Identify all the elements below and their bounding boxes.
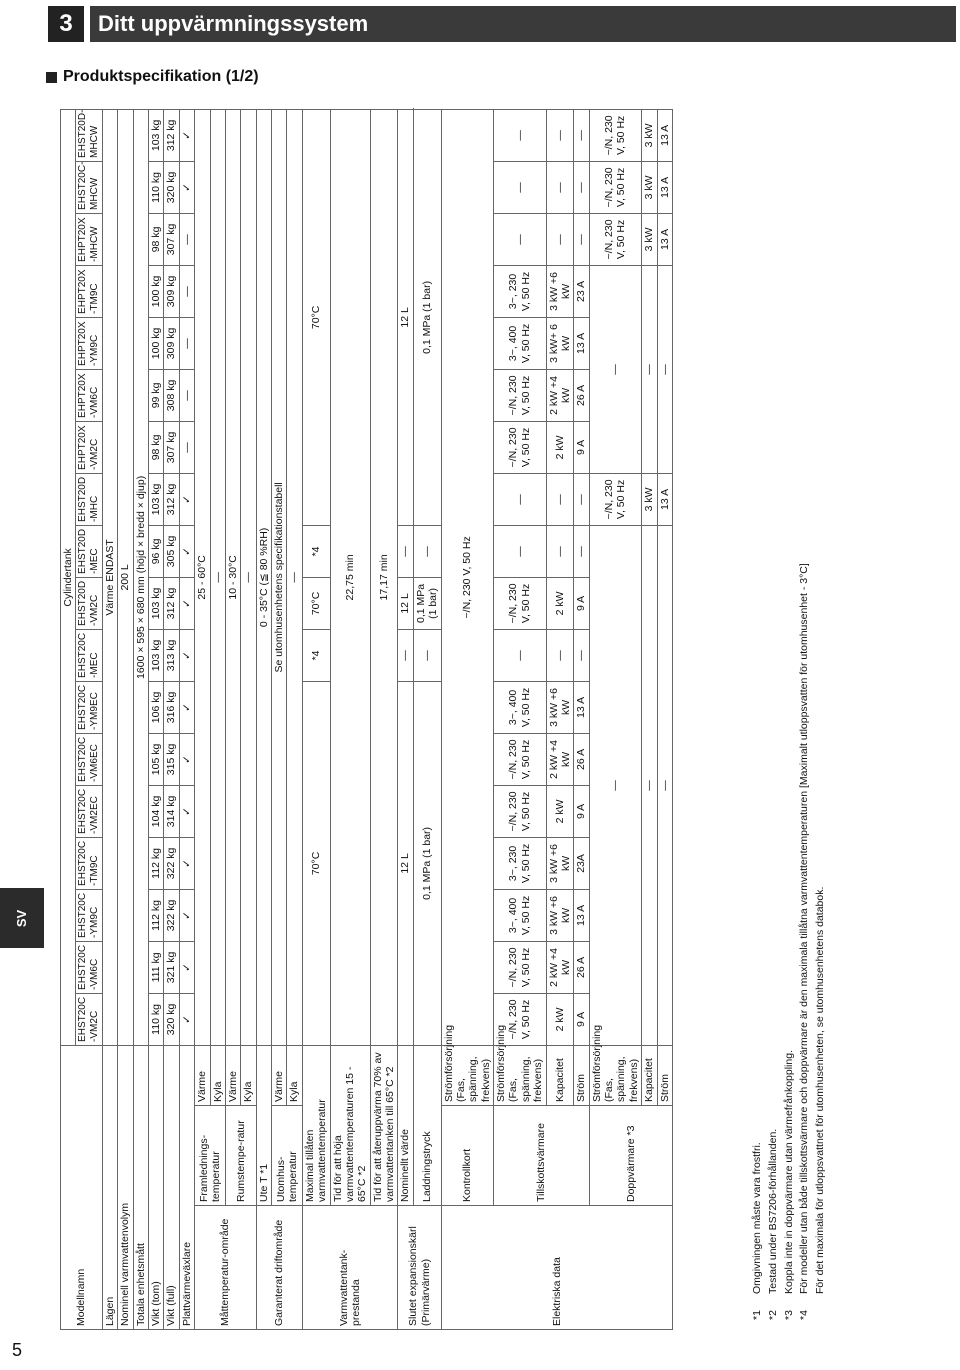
cell: 2 kW +4 kW (546, 733, 574, 785)
cell: ~/N, 230 V, 50 Hz (494, 941, 547, 993)
cell: 312 kg (164, 109, 179, 161)
label-plattvarmevaxlare: Plattvärmeväxlare (179, 1045, 194, 1329)
cell: — (574, 161, 589, 213)
cell: — (546, 109, 574, 161)
label-elektriska: Elektriska data (441, 1206, 672, 1330)
label-tid-ater: Tid för att återuppvärma 70% av varmvattentanken till 65°C *2 (370, 1045, 398, 1205)
label-doppvarmare: Doppvärmare *3 (589, 1106, 672, 1206)
value-utomhus-kyla: — (287, 109, 302, 1045)
cell: 103 kg (149, 629, 164, 681)
cell: 26 A (574, 941, 589, 993)
cell: 23 A (574, 265, 589, 317)
label-nominellt-varde: Nominellt värde (398, 1045, 413, 1205)
cell: — (546, 525, 574, 577)
footnotes (750, 120, 829, 1320)
cell: 2 kW (546, 785, 574, 837)
value-ute: 0 - 35°C (≦ 80 %RH) (256, 109, 271, 1045)
label-kontrollkort: Kontrollkort (441, 1106, 494, 1206)
cell: — (179, 317, 194, 369)
label-matt-omrade: Måttemperatur-område (195, 1206, 257, 1330)
cell: 322 kg (164, 889, 179, 941)
cell: — (574, 213, 589, 265)
cell: 3~, 400 V, 50 Hz (494, 317, 547, 369)
cell: — (642, 525, 657, 1045)
section-title: Produktspecifikation (1/2) (63, 68, 259, 85)
label-slutet: Slutet expansionskärl (Primärvärme) (398, 1206, 441, 1330)
value-kontrollkort: ~/N, 230 V, 50 Hz (441, 109, 494, 1045)
cell: ~/N, 230 V, 50 Hz (589, 213, 642, 265)
cell: — (179, 369, 194, 421)
check-icon: ✓ (179, 681, 194, 733)
cell: — (494, 629, 547, 681)
value-tid-ater: 17,17 min (370, 109, 398, 1045)
cell: ~/N, 230 V, 50 Hz (494, 993, 547, 1045)
model-header: EHPT20X -VM2C (76, 421, 103, 473)
chapter-title: Ditt uppvärmningssystem (90, 6, 956, 42)
cell: 307 kg (164, 213, 179, 265)
cell: 313 kg (164, 629, 179, 681)
cell: 3~, 230 V, 50 Hz (494, 837, 547, 889)
label-stromforsorjning: Strömförsörjning (Fas, spänning, frekvens) (589, 1045, 642, 1105)
cell: ~/N, 230 V, 50 Hz (494, 369, 547, 421)
cell: 23A (574, 837, 589, 889)
cell: 0,1 MPa (1 bar) (413, 577, 441, 629)
cell: 103 kg (149, 473, 164, 525)
model-header: EHST20C -YM9C (76, 889, 103, 941)
row-vikt-full (164, 109, 179, 1329)
cell: 26 A (574, 733, 589, 785)
label-max-tillaten: Maximal tillåten varmvattentemperatur (302, 1045, 330, 1205)
cell: — (657, 525, 672, 1045)
chapter-number: 3 (48, 6, 84, 42)
cell: 312 kg (164, 473, 179, 525)
value-lagen: Värme ENDAST (102, 109, 117, 1045)
cell: *4 (302, 629, 330, 681)
cell: 3 kW +6 kW (546, 265, 574, 317)
page-number: 5 (12, 1340, 23, 1360)
cell: — (546, 473, 574, 525)
value-fram-varme: 25 - 60°C (195, 109, 210, 1045)
check-icon: ✓ (179, 837, 194, 889)
cell: 13 A (657, 213, 672, 265)
cell: — (494, 161, 547, 213)
label-varme: Värme (272, 1045, 287, 1105)
label-stromforsorjning: Strömförsörjning (Fas, spänning, frekvens) (494, 1045, 547, 1105)
cell: 3 kW (642, 213, 657, 265)
label-kyla: Kyla (241, 1045, 256, 1105)
cell: — (413, 629, 441, 681)
footnote: *3 Koppla inte in doppvärmare utan värmefrånkoppling. (782, 1050, 795, 1320)
cell: 307 kg (164, 421, 179, 473)
label-varme: Värme (225, 1045, 240, 1105)
cell: 112 kg (149, 889, 164, 941)
cell: — (179, 265, 194, 317)
label-strom: Ström (657, 1045, 672, 1105)
cell: — (179, 421, 194, 473)
cell: — (546, 629, 574, 681)
model-header: EHPT20X -VM6C (76, 369, 103, 421)
label-kyla: Kyla (210, 1045, 225, 1105)
label-strom: Ström (574, 1045, 589, 1105)
value-utomhus-varme: Se utomhusenhetens specifikationstabell (272, 109, 287, 1045)
label-varme: Värme (195, 1045, 210, 1105)
cell: — (398, 525, 413, 577)
footnote: *4 För modeller utan både tillskottsvärmare och doppvärmare är den maximala tillåtna varmvattentemperaturen [Maximalt utloppsvatten för utomhusenhet - 3°C] (798, 563, 811, 1320)
cell: — (179, 213, 194, 265)
cell: 26 A (574, 369, 589, 421)
model-header: EHST20C -VM2C (76, 993, 103, 1045)
cell: 308 kg (164, 369, 179, 421)
value-totala: 1600 × 595 × 680 mm (höjd × bredd × djup) (133, 109, 148, 1045)
check-icon: ✓ (179, 889, 194, 941)
cell: ~/N, 230 V, 50 Hz (589, 109, 642, 161)
label-ute: Ute T *1 (256, 1045, 271, 1205)
cell: 13 A (574, 889, 589, 941)
cell: 111 kg (149, 941, 164, 993)
value-max-70: 70°C (302, 681, 330, 1045)
cell: ~/N, 230 V, 50 Hz (589, 473, 642, 525)
cell: 320 kg (164, 161, 179, 213)
cell: 0,1 MPa (1 bar) (413, 681, 441, 1045)
cell: — (494, 473, 547, 525)
cell: 3 kW (642, 473, 657, 525)
check-icon: ✓ (179, 161, 194, 213)
cell: 309 kg (164, 265, 179, 317)
value-max-70: 70°C (302, 109, 330, 525)
cell: 12 L (398, 681, 413, 1045)
check-icon: ✓ (179, 109, 194, 161)
model-header: EHST20C -VM6C (76, 941, 103, 993)
cell: 13 A (574, 681, 589, 733)
cell: 98 kg (149, 213, 164, 265)
value-nominell: 200 L (118, 109, 133, 1045)
cell: 0,1 MPa (1 bar) (413, 109, 441, 525)
label-rumstemp: Rumstempe-ratur (225, 1106, 256, 1206)
cell: 13 A (657, 161, 672, 213)
value-fram-kyla: — (210, 109, 225, 1045)
cell: 100 kg (149, 265, 164, 317)
cell: 3~, 230 V, 50 Hz (494, 265, 547, 317)
cell: 315 kg (164, 733, 179, 785)
spec-sheet (60, 100, 956, 1330)
check-icon: ✓ (179, 473, 194, 525)
cell: — (574, 525, 589, 577)
check-icon: ✓ (179, 993, 194, 1045)
cell: 70°C (302, 577, 330, 629)
cell: 3 kW+ 6 kW (546, 317, 574, 369)
cell: 12 L (398, 577, 413, 629)
check-icon: ✓ (179, 733, 194, 785)
model-header: EHST20C -MEC (76, 629, 103, 681)
cell: 9 A (574, 785, 589, 837)
check-icon: ✓ (179, 525, 194, 577)
cell: 106 kg (149, 681, 164, 733)
label-totala: Totala enhetsmått (133, 1045, 148, 1329)
cell: ~/N, 230 V, 50 Hz (494, 577, 547, 629)
spec-table (60, 109, 673, 1330)
cell: *4 (302, 525, 330, 577)
label-stromforsorjning: Strömförsörjning (Fas, spänning, frekvens) (441, 1045, 494, 1105)
cell: — (574, 629, 589, 681)
cell: — (589, 265, 642, 473)
label-utomhus: Utomhus-temperatur (272, 1106, 303, 1206)
model-header: EHST20C -YM9EC (76, 681, 103, 733)
cell: 103 kg (149, 109, 164, 161)
cell: — (657, 265, 672, 473)
cell: 3~, 400 V, 50 Hz (494, 681, 547, 733)
cell: 320 kg (164, 993, 179, 1045)
cell: 3 kW +6 kW (546, 889, 574, 941)
model-header: EHPT20X -YM9C (76, 317, 103, 369)
label-nominell: Nominell varmvattenvolym (118, 1045, 133, 1329)
cell: 3~, 400 V, 50 Hz (494, 889, 547, 941)
cell: ~/N, 230 V, 50 Hz (589, 161, 642, 213)
check-icon: ✓ (179, 629, 194, 681)
label-vikt-full: Vikt (full) (164, 1045, 179, 1329)
model-header: EHST20D -MHC (76, 473, 103, 525)
label-tillskott: Tillskottsvärmare (494, 1106, 590, 1206)
cell: 309 kg (164, 317, 179, 369)
cell: 100 kg (149, 317, 164, 369)
cell: 2 kW (546, 421, 574, 473)
cell: 9 A (574, 421, 589, 473)
cell: — (589, 525, 642, 1045)
cell: — (642, 265, 657, 473)
cell: 312 kg (164, 577, 179, 629)
cell: 98 kg (149, 421, 164, 473)
model-header: EHST20C -VM2EC (76, 785, 103, 837)
label-kyla: Kyla (287, 1045, 302, 1105)
cell: 2 kW (546, 577, 574, 629)
cell: 3 kW (642, 161, 657, 213)
cell: 322 kg (164, 837, 179, 889)
cell: — (574, 473, 589, 525)
cell: ~/N, 230 V, 50 Hz (494, 421, 547, 473)
cell: 103 kg (149, 577, 164, 629)
label-framlednings: Framlednings-temperatur (195, 1106, 226, 1206)
cell: 13 A (657, 473, 672, 525)
cell: 2 kW (546, 993, 574, 1045)
cell: 2 kW +4 kW (546, 941, 574, 993)
cell: 13 A (574, 317, 589, 369)
cell: 3 kW +6 kW (546, 837, 574, 889)
model-header: EHST20D- MHCW (76, 109, 103, 161)
model-header: EHST20D -VM2C (76, 577, 103, 629)
label-lagen: Lägen (102, 1045, 117, 1329)
cell: — (494, 109, 547, 161)
footnote: *1 Omgivningen måste vara frostfri. (751, 1142, 763, 1320)
cell: — (574, 109, 589, 161)
cell: 13 A (657, 109, 672, 161)
model-header: EHPT20X -TM9C (76, 265, 103, 317)
label-garanterat: Garanterat driftområde (256, 1206, 302, 1330)
label-varmvattentank: Varmvattentank-prestanda (302, 1206, 398, 1330)
cell: 3 kW +6 kW (546, 681, 574, 733)
value-rum-kyla: — (241, 109, 256, 1045)
col-group-cylindertank: Cylindertank (61, 109, 76, 1045)
cell: 305 kg (164, 525, 179, 577)
footnote: För det maximala för utloppsvattnet för utomhusenheten, se utomhusenhetens databok. (814, 886, 826, 1294)
model-header: EHST20C -VM6EC (76, 733, 103, 785)
row-plattvarmevaxlare (179, 109, 194, 1329)
cell: 112 kg (149, 837, 164, 889)
cell: 96 kg (149, 525, 164, 577)
check-icon: ✓ (179, 785, 194, 837)
model-header: EHST20D -MEC (76, 525, 103, 577)
row-vikt-tom (149, 109, 164, 1329)
footnote: *2 Testad under BS7206-förhållanden. (766, 1128, 779, 1320)
language-tab: SV (0, 888, 44, 948)
cell: 314 kg (164, 785, 179, 837)
cell: ~/N, 230 V, 50 Hz (494, 733, 547, 785)
cell: 9 A (574, 993, 589, 1045)
model-header: EHPT20X -MHCW (76, 213, 103, 265)
cell: 12 L (398, 109, 413, 525)
cell: 3 kW (642, 109, 657, 161)
cell: — (494, 525, 547, 577)
cell: 2 kW +4 kW (546, 369, 574, 421)
check-icon: ✓ (179, 577, 194, 629)
value-rum-varme: 10 - 30°C (225, 109, 240, 1045)
cell: 105 kg (149, 733, 164, 785)
cell: 99 kg (149, 369, 164, 421)
check-icon: ✓ (179, 941, 194, 993)
label-kapacitet: Kapacitet (642, 1045, 657, 1105)
label-tid-hoja: Tid för att höja varmvattentemperaturen 15 - 65°C *2 (330, 1045, 370, 1205)
cell: — (546, 213, 574, 265)
label-laddningstryck: Laddningstryck (413, 1045, 441, 1205)
section-heading (46, 68, 259, 86)
label-modellnamn: Modellnamn (61, 1045, 103, 1329)
label-vikt-tom: Vikt (tom) (149, 1045, 164, 1329)
cell: 104 kg (149, 785, 164, 837)
square-bullet-icon (46, 72, 57, 83)
cell: — (398, 629, 413, 681)
cell: — (413, 525, 441, 577)
cell: ~/N, 230 V, 50 Hz (494, 785, 547, 837)
rotated-spec-area (60, 100, 956, 1330)
cell: — (546, 161, 574, 213)
cell: 9 A (574, 577, 589, 629)
cell: 321 kg (164, 941, 179, 993)
label-kapacitet: Kapacitet (546, 1045, 574, 1105)
cell: 110 kg (149, 993, 164, 1045)
model-header: EHST20C- MHCW (76, 161, 103, 213)
value-tid-hoja: 22,75 min (330, 109, 370, 1045)
model-header: EHST20C -TM9C (76, 837, 103, 889)
cell: 316 kg (164, 681, 179, 733)
cell: 110 kg (149, 161, 164, 213)
cell: — (494, 213, 547, 265)
